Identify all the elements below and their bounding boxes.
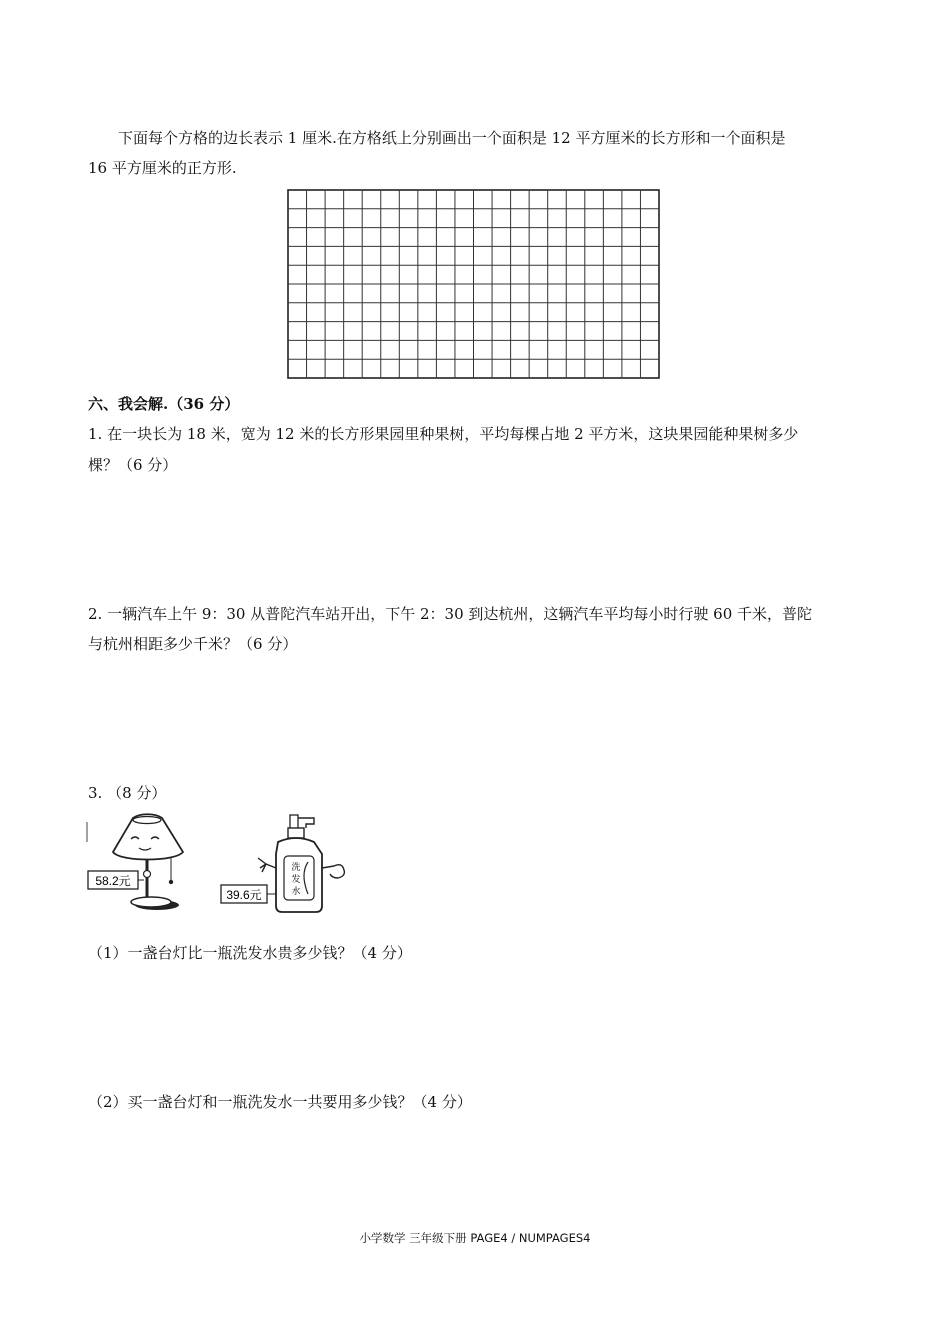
shampoo-bottle-text-1: 洗 xyxy=(291,863,301,873)
grid-paper-svg xyxy=(287,189,660,379)
shampoo-price-label: 39.6元 xyxy=(226,888,262,902)
question-1-line2: 棵？（6 分） xyxy=(88,456,178,474)
grid-paper xyxy=(287,189,660,379)
lamp-price-label: 58.2元 xyxy=(95,874,131,888)
shampoo-bottle-icon xyxy=(218,812,353,914)
shampoo-bottle-text-3: 水 xyxy=(291,887,301,897)
page-footer: 小学数学 三年级下册 PAGE4 / NUMPAGES4 xyxy=(359,1231,591,1245)
question-3-sub1: （1）一盏台灯比一瓶洗发水贵多少钱？（4 分） xyxy=(88,944,412,962)
grid-task-line1: 下面每个方格的边长表示 1 厘米.在方格纸上分别画出一个面积是 12 平方厘米的长方形和一个面积是 xyxy=(118,129,786,147)
shampoo-illustration xyxy=(218,812,353,914)
question-2-line1: 2. 一辆汽车上午 9：30 从普陀汽车站开出，下午 2：30 到达杭州，这辆汽车平均每小时行驶 60 千米，普陀 xyxy=(88,605,813,623)
shampoo-bottle-text-2: 发 xyxy=(291,875,301,885)
question-1-line1: 1. 在一块长为 18 米，宽为 12 米的长方形果园里种果树，平均每棵占地 2 平方米，这块果园能种果树多少 xyxy=(88,425,799,443)
lamp-icon xyxy=(85,812,195,914)
question-3-sub2: （2）买一盏台灯和一瓶洗发水一共要用多少钱？（4 分） xyxy=(88,1093,472,1111)
section-heading: 六、我会解.（36 分） xyxy=(88,395,240,413)
lamp-illustration xyxy=(85,812,195,914)
question-2-line2: 与杭州相距多少千米？（6 分） xyxy=(88,635,298,653)
grid-task-line2: 16 平方厘米的正方形. xyxy=(88,159,237,177)
question-3-label: 3. （8 分） xyxy=(88,784,167,802)
